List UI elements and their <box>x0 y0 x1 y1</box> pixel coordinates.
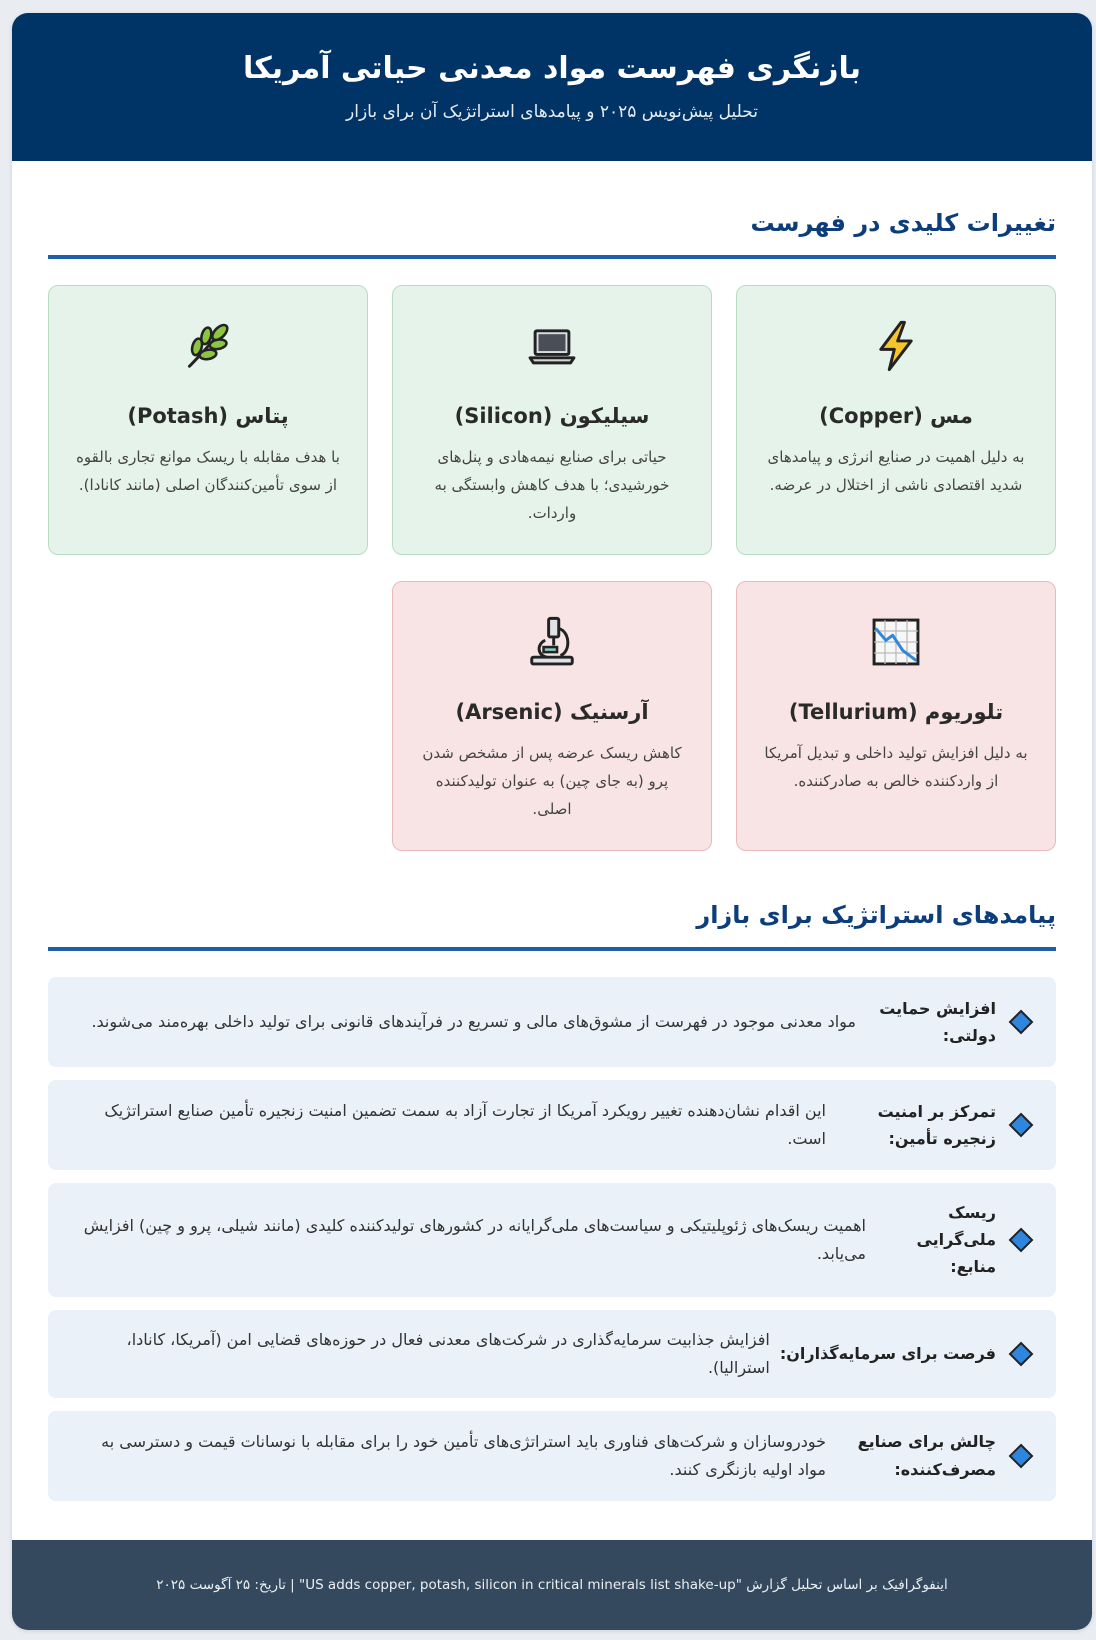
changes-grid <box>48 285 1056 851</box>
implication-label: فرصت برای سرمایه‌گذاران: <box>779 1343 996 1363</box>
diamond-icon <box>1006 1009 1036 1035</box>
page-title: بازنگری فهرست مواد معدنی حیاتی آمریکا <box>242 51 862 86</box>
page-header <box>12 13 1092 161</box>
mineral-title: پتاس (Potash) <box>127 404 289 428</box>
main-content <box>12 161 1092 1501</box>
herb-icon <box>71 316 345 376</box>
infographic-frame <box>12 13 1092 1630</box>
chart-decreasing-icon <box>759 612 1033 672</box>
implication-label: چالش برای صنایع مصرف‌کننده: <box>857 1432 996 1479</box>
mineral-card-arsenic <box>392 581 712 851</box>
implication-item <box>48 1080 1056 1170</box>
diamond-icon <box>1006 1341 1036 1367</box>
implication-item <box>48 977 1056 1067</box>
implication-label: تمرکز بر امنیت زنجیره تأمین: <box>877 1101 996 1148</box>
lightning-icon <box>759 316 1033 376</box>
changes-section-title: تغییرات کلیدی در فهرست <box>48 209 1056 259</box>
implication-item <box>48 1310 1056 1398</box>
mineral-card-tellurium <box>736 581 1056 851</box>
implication-text: اهمیت ریسک‌های ژئوپلیتیکی و سیاست‌های ملی‌گرایانه در کشورهای تولیدکننده کلیدی (مانند شیلی، پرو و چین) افزایش می‌یابد. <box>83 1215 866 1263</box>
page-subtitle: تحلیل پیش‌نویس ۲۰۲۵ و پیامدهای استراتژیک آن برای بازار <box>346 102 758 122</box>
diamond-icon <box>1006 1227 1036 1253</box>
mineral-description: به دلیل اهمیت در صنایع انرژی و پیامدهای شدید اقتصادی ناشی از اختلال در عرضه. <box>767 448 1025 494</box>
mineral-description: حیاتی برای صنایع نیمه‌هادی و پنل‌های خورشیدی؛ با هدف کاهش وابستگی به واردات. <box>434 448 670 522</box>
implication-label: ریسک ملی‌گرایی منابع: <box>916 1203 996 1277</box>
mineral-card-copper <box>736 285 1056 555</box>
mineral-title: آرسنیک (Arsenic) <box>455 700 649 724</box>
implication-label: افزایش حمایت دولتی: <box>879 998 996 1045</box>
implication-item <box>48 1183 1056 1297</box>
implication-text: افزایش جذابیت سرمایه‌گذاری در شرکت‌های معدنی فعال در حوزه‌های قضایی امن (آمریکا، کانادا، استرالیا). <box>126 1329 770 1377</box>
laptop-icon <box>415 316 689 376</box>
mineral-title: سیلیکون (Silicon) <box>454 404 650 428</box>
mineral-description: کاهش ریسک عرضه پس از مشخص شدن پرو (به جای چین) به عنوان تولیدکننده اصلی. <box>422 744 682 818</box>
mineral-title: مس (Copper) <box>819 404 973 428</box>
implication-text: خودروسازان و شرکت‌های فناوری باید استراتژی‌های تأمین خود را برای مقابله با نوسانات قیمت و دسترسی به مواد اولیه بازنگری کنند. <box>101 1431 826 1479</box>
implications-section-title: پیامدهای استراتژیک برای بازار <box>48 901 1056 951</box>
diamond-icon <box>1006 1443 1036 1469</box>
mineral-card-silicon <box>392 285 712 555</box>
mineral-title: تلوریوم (Tellurium) <box>788 700 1004 724</box>
diamond-icon <box>1006 1112 1036 1138</box>
footer-source-text: اینفوگرافیک بر اساس تحلیل گزارش "US adds copper, potash, silicon in critical minerals list shake-up" | تاریخ: ۲۵ آگوست ۲۰۲۵ <box>156 1577 948 1593</box>
implications-list <box>48 977 1056 1501</box>
mineral-description: با هدف مقابله با ریسک موانع تجاری بالقوه از سوی تأمین‌کنندگان اصلی (مانند کانادا). <box>76 448 340 494</box>
mineral-description: به دلیل افزایش تولید داخلی و تبدیل آمریکا از واردکننده خالص به صادرکننده. <box>764 744 1028 790</box>
mineral-card-potash <box>48 285 368 555</box>
implication-text: مواد معدنی موجود در فهرست از مشوق‌های مالی و تسریع در فرآیندهای قانونی برای تولید داخلی بهره‌مند می‌شوند. <box>91 1012 856 1031</box>
page-footer <box>12 1540 1092 1630</box>
microscope-icon <box>415 612 689 672</box>
implication-item <box>48 1411 1056 1501</box>
implication-text: این اقدام نشان‌دهنده تغییر رویکرد آمریکا از تجارت آزاد به سمت تضمین امنیت زنجیره تأمین صنایع استراتژیک است. <box>104 1101 826 1148</box>
